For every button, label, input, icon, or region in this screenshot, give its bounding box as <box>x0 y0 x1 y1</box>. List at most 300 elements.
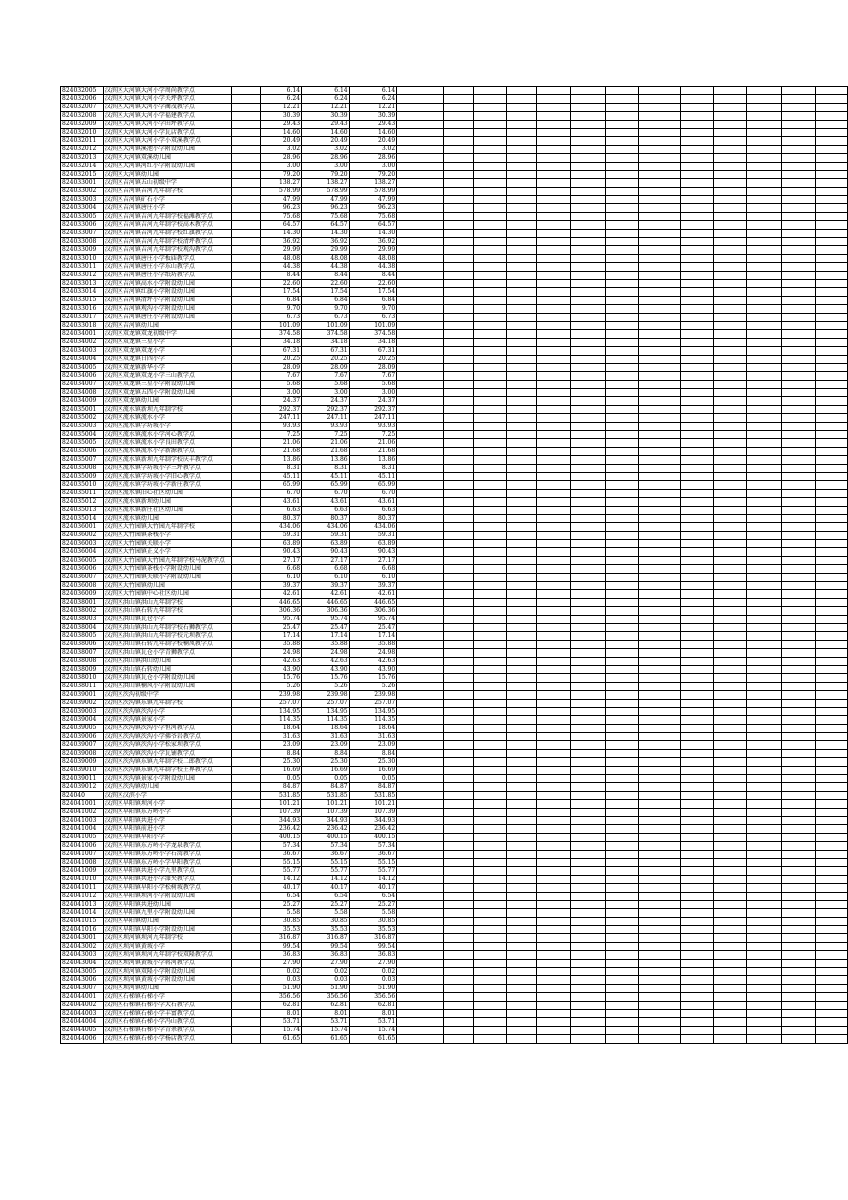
table-row <box>61 716 848 724</box>
cell-empty <box>714 447 747 455</box>
cell-empty <box>231 87 261 95</box>
cell-empty <box>639 598 680 606</box>
cell-amount: 42.63 <box>302 657 350 665</box>
cell-empty <box>605 305 638 313</box>
table-row <box>61 632 848 640</box>
cell-empty <box>605 1026 638 1034</box>
cell-amount: 63.89 <box>261 540 302 548</box>
cell-empty <box>507 934 537 942</box>
cell-empty <box>781 498 815 506</box>
cell-empty <box>536 254 570 262</box>
cell-empty <box>507 103 537 111</box>
cell-empty <box>605 204 638 212</box>
cell-empty <box>444 565 474 573</box>
cell-empty <box>231 640 261 648</box>
cell-empty <box>536 128 570 136</box>
cell-amount: 7.67 <box>349 372 397 380</box>
cell-name: 汉滨区洪山镇石转九年制学校 <box>103 607 231 615</box>
cell-empty <box>444 221 474 229</box>
cell-empty <box>781 431 815 439</box>
cell-empty <box>639 422 680 430</box>
cell-empty <box>507 296 537 304</box>
cell-empty <box>571 372 605 380</box>
cell-empty <box>536 632 570 640</box>
cell-code: 824038006 <box>61 640 104 648</box>
cell-empty <box>507 389 537 397</box>
table-row <box>61 657 848 665</box>
cell-empty <box>571 665 605 673</box>
cell-empty <box>397 196 444 204</box>
cell-empty <box>571 816 605 824</box>
cell-empty <box>639 179 680 187</box>
cell-empty <box>397 783 444 791</box>
cell-empty <box>507 624 537 632</box>
cell-empty <box>639 615 680 623</box>
cell-empty <box>605 783 638 791</box>
cell-empty <box>536 380 570 388</box>
cell-empty <box>536 288 570 296</box>
cell-empty <box>507 615 537 623</box>
cell-empty <box>231 632 261 640</box>
cell-empty <box>781 238 815 246</box>
cell-empty <box>605 573 638 581</box>
cell-empty <box>473 472 506 480</box>
cell-empty <box>781 808 815 816</box>
cell-amount: 7.25 <box>302 431 350 439</box>
cell-amount: 57.34 <box>261 842 302 850</box>
cell-amount: 27.90 <box>261 959 302 967</box>
cell-empty <box>397 951 444 959</box>
cell-empty <box>473 1001 506 1009</box>
cell-code: 824044005 <box>61 1026 104 1034</box>
cell-empty <box>714 238 747 246</box>
cell-empty <box>397 892 444 900</box>
cell-empty <box>536 582 570 590</box>
cell-name: 汉滨区早阳镇坝河小学附设幼儿园 <box>103 892 231 900</box>
cell-amount: 30.39 <box>261 112 302 120</box>
cell-empty <box>747 162 781 170</box>
cell-empty <box>680 582 713 590</box>
cell-name: 汉滨区双龙镇日四小学 <box>103 355 231 363</box>
cell-empty <box>605 858 638 866</box>
cell-code: 824035011 <box>61 489 104 497</box>
cell-empty <box>473 548 506 556</box>
cell-empty <box>536 749 570 757</box>
cell-empty <box>507 1026 537 1034</box>
cell-amount: 434.06 <box>261 523 302 531</box>
cell-empty <box>747 833 781 841</box>
cell-amount: 14.30 <box>302 229 350 237</box>
cell-empty <box>397 514 444 522</box>
cell-empty <box>231 464 261 472</box>
cell-amount: 306.36 <box>349 607 397 615</box>
cell-code: 824035008 <box>61 464 104 472</box>
cell-amount: 0.03 <box>302 976 350 984</box>
cell-empty <box>231 783 261 791</box>
cell-empty <box>231 263 261 271</box>
cell-empty <box>816 472 848 480</box>
cell-empty <box>571 489 605 497</box>
cell-empty <box>571 976 605 984</box>
cell-empty <box>571 313 605 321</box>
cell-empty <box>571 212 605 220</box>
cell-empty <box>507 1035 537 1043</box>
cell-empty <box>571 590 605 598</box>
cell-empty <box>680 573 713 581</box>
cell-empty <box>639 951 680 959</box>
cell-empty <box>473 238 506 246</box>
cell-empty <box>571 1018 605 1026</box>
cell-empty <box>781 842 815 850</box>
cell-amount: 42.61 <box>302 590 350 598</box>
cell-empty <box>605 481 638 489</box>
cell-empty <box>231 900 261 908</box>
cell-empty <box>680 867 713 875</box>
cell-empty <box>231 775 261 783</box>
cell-empty <box>536 263 570 271</box>
cell-amount: 43.61 <box>349 498 397 506</box>
cell-empty <box>714 170 747 178</box>
cell-empty <box>816 263 848 271</box>
cell-amount: 47.99 <box>261 196 302 204</box>
cell-code: 824033007 <box>61 229 104 237</box>
cell-amount: 5.26 <box>261 682 302 690</box>
cell-empty <box>444 464 474 472</box>
cell-amount: 21.68 <box>302 447 350 455</box>
cell-name: 汉滨区洪山镇石转九年制学校楠凤教学点 <box>103 640 231 648</box>
cell-empty <box>639 464 680 472</box>
table-row <box>61 825 848 833</box>
cell-empty <box>605 422 638 430</box>
cell-empty <box>397 456 444 464</box>
cell-code: 824032010 <box>61 128 104 136</box>
cell-amount: 35.53 <box>349 926 397 934</box>
cell-empty <box>816 246 848 254</box>
cell-empty <box>680 691 713 699</box>
cell-amount: 101.21 <box>302 800 350 808</box>
cell-empty <box>747 187 781 195</box>
cell-empty <box>231 573 261 581</box>
cell-empty <box>571 707 605 715</box>
cell-amount: 28.09 <box>349 363 397 371</box>
cell-empty <box>397 120 444 128</box>
cell-empty <box>231 833 261 841</box>
cell-empty <box>781 1018 815 1026</box>
cell-amount: 42.61 <box>349 590 397 598</box>
cell-empty <box>444 993 474 1001</box>
cell-empty <box>571 716 605 724</box>
cell-empty <box>639 842 680 850</box>
cell-amount: 7.25 <box>349 431 397 439</box>
cell-name: 汉滨区大河镇大河小学周尚教学点 <box>103 87 231 95</box>
cell-amount: 23.09 <box>349 741 397 749</box>
cell-amount: 257.07 <box>302 699 350 707</box>
cell-empty <box>473 137 506 145</box>
cell-empty <box>639 741 680 749</box>
cell-amount: 316.87 <box>302 934 350 942</box>
cell-amount: 344.93 <box>302 816 350 824</box>
cell-empty <box>680 347 713 355</box>
cell-amount: 5.58 <box>349 909 397 917</box>
cell-empty <box>397 154 444 162</box>
cell-empty <box>747 598 781 606</box>
cell-empty <box>231 162 261 170</box>
cell-code: 824043004 <box>61 959 104 967</box>
cell-empty <box>536 355 570 363</box>
cell-empty <box>639 791 680 799</box>
cell-empty <box>680 87 713 95</box>
cell-empty <box>507 682 537 690</box>
cell-empty <box>747 128 781 136</box>
cell-empty <box>397 481 444 489</box>
cell-code: 824035003 <box>61 422 104 430</box>
cell-empty <box>507 1009 537 1017</box>
cell-empty <box>473 800 506 808</box>
cell-name: 汉滨区洪山镇楠风小学附设幼儿园 <box>103 682 231 690</box>
cell-amount: 90.43 <box>302 548 350 556</box>
cell-code: 824034002 <box>61 338 104 346</box>
cell-empty <box>714 842 747 850</box>
cell-empty <box>781 582 815 590</box>
cell-empty <box>231 682 261 690</box>
cell-empty <box>714 246 747 254</box>
cell-empty <box>507 959 537 967</box>
cell-amount: 400.15 <box>349 833 397 841</box>
cell-empty <box>680 162 713 170</box>
cell-empty <box>231 531 261 539</box>
cell-empty <box>714 128 747 136</box>
cell-amount: 306.36 <box>261 607 302 615</box>
cell-empty <box>714 456 747 464</box>
cell-empty <box>571 414 605 422</box>
cell-empty <box>536 498 570 506</box>
cell-empty <box>536 917 570 925</box>
cell-empty <box>571 783 605 791</box>
cell-empty <box>605 892 638 900</box>
cell-empty <box>605 187 638 195</box>
table-row <box>61 984 848 992</box>
cell-empty <box>231 1035 261 1043</box>
cell-empty <box>231 489 261 497</box>
cell-amount: 0.02 <box>261 968 302 976</box>
cell-empty <box>605 431 638 439</box>
cell-empty <box>816 1009 848 1017</box>
cell-empty <box>816 271 848 279</box>
cell-empty <box>816 103 848 111</box>
cell-empty <box>747 556 781 564</box>
table-row <box>61 624 848 632</box>
cell-empty <box>747 422 781 430</box>
cell-amount: 101.21 <box>261 800 302 808</box>
cell-empty <box>781 179 815 187</box>
cell-empty <box>781 112 815 120</box>
cell-empty <box>714 212 747 220</box>
cell-amount: 6.84 <box>302 296 350 304</box>
cell-amount: 316.87 <box>349 934 397 942</box>
cell-code: 824035014 <box>61 514 104 522</box>
cell-amount: 28.96 <box>349 154 397 162</box>
cell-name: 汉滨区吉河镇吉河九年制学校福滩教学点 <box>103 212 231 220</box>
cell-empty <box>444 229 474 237</box>
cell-empty <box>397 405 444 413</box>
cell-empty <box>781 229 815 237</box>
table-row <box>61 649 848 657</box>
cell-empty <box>816 900 848 908</box>
cell-empty <box>444 816 474 824</box>
cell-empty <box>639 112 680 120</box>
cell-empty <box>571 296 605 304</box>
cell-empty <box>397 758 444 766</box>
cell-empty <box>507 128 537 136</box>
cell-code: 824039004 <box>61 716 104 724</box>
cell-empty <box>714 699 747 707</box>
cell-amount: 134.95 <box>302 707 350 715</box>
cell-empty <box>571 867 605 875</box>
cell-amount: 5.26 <box>349 682 397 690</box>
cell-empty <box>473 305 506 313</box>
cell-empty <box>680 674 713 682</box>
cell-amount: 8.01 <box>349 1009 397 1017</box>
cell-empty <box>639 363 680 371</box>
cell-code: 824041009 <box>61 867 104 875</box>
cell-empty <box>536 489 570 497</box>
cell-empty <box>816 95 848 103</box>
cell-name: 汉滨区早阳镇共进小学漆夹教学点 <box>103 875 231 883</box>
cell-empty <box>781 405 815 413</box>
cell-empty <box>444 691 474 699</box>
cell-empty <box>397 338 444 346</box>
cell-empty <box>397 439 444 447</box>
cell-empty <box>397 422 444 430</box>
cell-amount: 99.54 <box>261 942 302 950</box>
cell-empty <box>680 1009 713 1017</box>
cell-empty <box>605 523 638 531</box>
cell-amount: 446.65 <box>302 598 350 606</box>
cell-empty <box>605 540 638 548</box>
cell-empty <box>781 766 815 774</box>
cell-empty <box>816 330 848 338</box>
cell-code: 824041016 <box>61 926 104 934</box>
cell-empty <box>473 489 506 497</box>
cell-empty <box>536 179 570 187</box>
cell-name: 汉滨区流水镇新庄社区幼儿园 <box>103 506 231 514</box>
cell-amount: 114.35 <box>349 716 397 724</box>
cell-empty <box>507 699 537 707</box>
cell-empty <box>231 514 261 522</box>
cell-empty <box>571 548 605 556</box>
cell-empty <box>231 699 261 707</box>
cell-empty <box>397 968 444 976</box>
cell-empty <box>639 699 680 707</box>
cell-amount: 14.30 <box>349 229 397 237</box>
cell-amount: 0.03 <box>349 976 397 984</box>
cell-amount: 15.76 <box>261 674 302 682</box>
cell-empty <box>507 909 537 917</box>
cell-empty <box>605 926 638 934</box>
cell-empty <box>444 187 474 195</box>
cell-empty <box>816 523 848 531</box>
cell-empty <box>507 808 537 816</box>
cell-amount: 80.37 <box>349 514 397 522</box>
cell-empty <box>571 951 605 959</box>
cell-empty <box>639 447 680 455</box>
cell-empty <box>639 968 680 976</box>
table-row <box>61 170 848 178</box>
cell-empty <box>444 305 474 313</box>
cell-empty <box>571 858 605 866</box>
cell-empty <box>231 716 261 724</box>
cell-amount: 3.00 <box>302 162 350 170</box>
cell-empty <box>444 363 474 371</box>
cell-empty <box>473 1009 506 1017</box>
cell-amount: 6.63 <box>261 506 302 514</box>
cell-code: 824039012 <box>61 783 104 791</box>
cell-empty <box>397 682 444 690</box>
cell-empty <box>639 296 680 304</box>
cell-empty <box>714 472 747 480</box>
cell-empty <box>747 514 781 522</box>
table-row <box>61 456 848 464</box>
cell-empty <box>605 212 638 220</box>
cell-empty <box>444 917 474 925</box>
cell-empty <box>714 783 747 791</box>
cell-amount: 6.68 <box>349 565 397 573</box>
cell-empty <box>639 825 680 833</box>
cell-name: 汉滨区早阳镇东方岭小学龙泉教学点 <box>103 842 231 850</box>
cell-empty <box>747 724 781 732</box>
cell-empty <box>605 531 638 539</box>
cell-empty <box>781 1009 815 1017</box>
cell-empty <box>231 1026 261 1034</box>
cell-empty <box>397 766 444 774</box>
cell-empty <box>781 892 815 900</box>
table-row <box>61 1009 848 1017</box>
cell-empty <box>747 279 781 287</box>
cell-empty <box>473 850 506 858</box>
cell-code: 824038005 <box>61 632 104 640</box>
cell-amount: 30.85 <box>349 917 397 925</box>
cell-empty <box>397 976 444 984</box>
cell-empty <box>473 691 506 699</box>
cell-empty <box>231 187 261 195</box>
cell-empty <box>714 976 747 984</box>
cell-name: 汉滨区洪山镇瓦仓小学 <box>103 615 231 623</box>
cell-amount: 62.81 <box>302 1001 350 1009</box>
cell-name: 汉滨区双龙镇三星小学附设幼儿园 <box>103 380 231 388</box>
cell-amount: 107.39 <box>349 808 397 816</box>
table-row <box>61 414 848 422</box>
table-row <box>61 145 848 153</box>
cell-empty <box>605 682 638 690</box>
cell-empty <box>639 858 680 866</box>
cell-name: 汉滨区石梯镇石梯小学 <box>103 993 231 1001</box>
cell-empty <box>639 456 680 464</box>
cell-empty <box>507 632 537 640</box>
cell-empty <box>444 179 474 187</box>
cell-empty <box>473 783 506 791</box>
cell-empty <box>781 489 815 497</box>
table-row <box>61 766 848 774</box>
cell-empty <box>747 1009 781 1017</box>
cell-empty <box>473 733 506 741</box>
cell-empty <box>714 582 747 590</box>
cell-empty <box>397 523 444 531</box>
cell-empty <box>507 447 537 455</box>
cell-empty <box>714 724 747 732</box>
cell-empty <box>444 128 474 136</box>
cell-empty <box>473 976 506 984</box>
cell-empty <box>536 993 570 1001</box>
